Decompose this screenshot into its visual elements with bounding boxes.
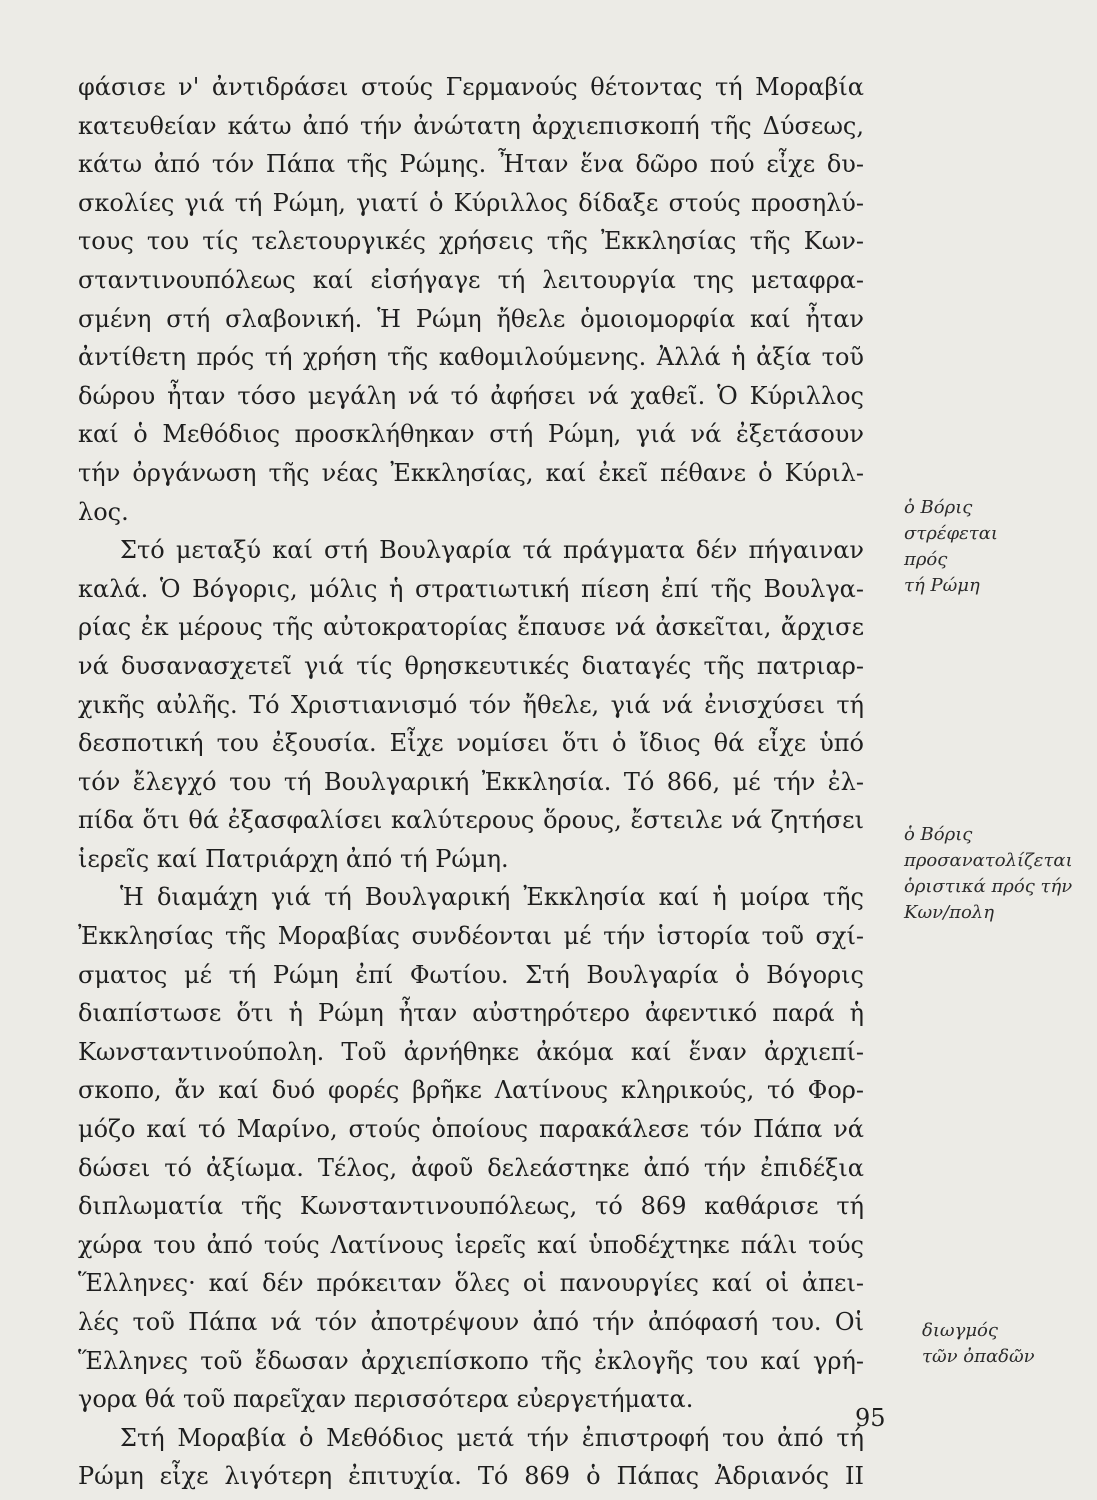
text-line: Κωνσταντινούπολη. Τοῦ ἀρνήθηκε ἀκόμα καί ἕναν ἀρχιεπί- — [78, 1037, 864, 1066]
margin-note-line: Κων/πολη — [904, 902, 994, 923]
paragraph-first-line: Στή Μοραβία ὁ Μεθόδιος μετά τήν ἐπιστροφή του ἀπό τή — [120, 1423, 864, 1452]
main-text-column — [78, 68, 864, 1496]
paragraph-first-line: Ἡ διαμάχη γιά τή Βουλγαρική Ἐκκλησία καί ἡ μοίρα τῆς — [120, 883, 864, 912]
text-line: καλά. Ὁ Βόγορις, μόλις ἡ στρατιωτική πίεση ἐπί τῆς Βουλγα- — [78, 574, 864, 603]
margin-note-line: ὁριστικά πρός τήν — [904, 876, 1073, 897]
text-line: δεσποτική του ἐξουσία. Εἶχε νομίσει ὅτι ὁ ἴδιος θά εἶχε ὑπό — [78, 729, 864, 758]
text-line: γορα θά τοῦ παρεῖχαν περισσότερα εὐεργετήματα. — [78, 1385, 694, 1414]
margin-note-line: τῶν ὀπαδῶν — [922, 1346, 1035, 1367]
text-line: λος. — [78, 497, 129, 526]
text-line: τόν ἔλεγχό του τή Βουλγαρική Ἐκκλησία. Τό 866, μέ τήν ἐλ- — [78, 767, 864, 796]
paragraph-first-line: Στό μεταξύ καί στή Βουλγαρία τά πράγματα δέν πήγαιναν — [120, 536, 864, 565]
margin-note-boris-constantinople — [904, 822, 1073, 926]
margin-note-line: στρέφεται — [904, 523, 998, 544]
margin-note-line: διωγμός — [922, 1320, 998, 1341]
text-line: κατευθείαν κάτω ἀπό τήν ἀνώτατη ἀρχιεπισκοπή τῆς Δύσεως, — [78, 111, 864, 140]
text-line: Ἐκκλησίας τῆς Μοραβίας συνδέονται μέ τήν ἱστορία τοῦ σχί- — [78, 922, 864, 951]
text-line: ἱερεῖς καί Πατριάρχη ἀπό τή Ρώμη. — [78, 844, 509, 873]
text-line: Ἕλληνες τοῦ ἔδωσαν ἀρχιεπίσκοπο τῆς ἐκλογῆς του καί γρή- — [78, 1346, 864, 1375]
text-line: δώσει τό ἀξίωμα. Τέλος, ἀφοῦ δελεάστηκε ἀπό τήν ἐπιδέξια — [78, 1153, 864, 1182]
text-line: διπλωματία τῆς Κωνσταντινουπόλεως, τό 869 καθάρισε τή — [78, 1192, 864, 1221]
margin-note-line: ὁ Βόρις — [904, 497, 973, 518]
text-line: Ἕλληνες· καί δέν πρόκειταν ὅλες οἱ πανουργίες καί οἱ ἀπει- — [78, 1269, 864, 1298]
text-line: χικῆς αὐλῆς. Τό Χριστιανισμό τόν ἤθελε, γιά νά ἐνισχύσει τή — [78, 690, 864, 719]
text-line: σματος μέ τή Ρώμη ἐπί Φωτίου. Στή Βουλγαρία ὁ Βόγορις — [78, 960, 864, 989]
text-line: διαπίστωσε ὅτι ἡ Ρώμη ἦταν αὐστηρότερο ἀφεντικό παρά ἡ — [78, 999, 864, 1028]
text-line: σταντινουπόλεως καί εἰσήγαγε τή λειτουργία της μεταφρα- — [78, 265, 864, 294]
margin-note-line: προσανατολίζεται — [904, 850, 1073, 871]
text-line: τους του τίς τελετουργικές χρήσεις τῆς Ἐκκλησίας τῆς Κων- — [78, 227, 864, 256]
text-line: νά δυσανασχετεῖ γιά τίς θρησκευτικές διαταγές τῆς πατριαρ- — [78, 651, 864, 680]
text-line: καί ὁ Μεθόδιος προσκλήθηκαν στή Ρώμη, γιά νά ἐξετάσουν — [78, 420, 864, 449]
text-line: σμένη στή σλαβονική. Ἡ Ρώμη ἤθελε ὁμοιομορφία καί ἦταν — [78, 304, 864, 333]
margin-note-boris-rome — [904, 495, 998, 599]
text-line: σκολίες γιά τή Ρώμη, γιατί ὁ Κύριλλος δίδαξε στούς προσηλύ- — [78, 188, 864, 217]
page-number: 95 — [855, 1404, 886, 1432]
text-line: φάσισε ν' ἀντιδράσει στούς Γερμανούς θέτοντας τή Μοραβία — [78, 73, 864, 101]
text-line: ἀντίθετη πρός τή χρήση τῆς καθομιλούμενης. Ἀλλά ἡ ἀξία τοῦ — [78, 343, 864, 372]
text-line: χώρα του ἀπό τούς Λατίνους ἱερεῖς καί ὑποδέχτηκε πάλι τούς — [78, 1230, 864, 1259]
text-line: μόζο καί τό Μαρίνο, στούς ὁποίους παρακάλεσε τόν Πάπα νά — [78, 1115, 864, 1144]
text-line: Ρώμη εἶχε λιγότερη ἐπιτυχία. Τό 869 ὁ Πάπας Ἀδριανός ΙΙ — [78, 1462, 864, 1491]
text-line: τήν ὀργάνωση τῆς νέας Ἐκκλησίας, καί ἐκεῖ πέθανε ὁ Κύριλ- — [78, 458, 864, 487]
text-line: κάτω ἀπό τόν Πάπα τῆς Ρώμης. Ἦταν ἕνα δῶρο πού εἶχε δυ- — [78, 150, 864, 179]
margin-note-line: ὁ Βόρις — [904, 824, 973, 845]
text-line: σκοπο, ἄν καί δυό φορές βρῆκε Λατίνους κληρικούς, τό Φορ- — [78, 1076, 864, 1105]
text-line: λές τοῦ Πάπα νά τόν ἀποτρέψουν ἀπό τήν ἀπόφασή του. Οἱ — [78, 1308, 864, 1336]
text-line: πίδα ὅτι θά ἐξασφαλίσει καλύτερους ὅρους, ἔστειλε νά ζητήσει — [78, 806, 864, 835]
margin-note-persecution — [922, 1318, 1035, 1370]
text-line: δώρου ἦταν τόσο μεγάλη νά τό ἀφήσει νά χαθεῖ. Ὁ Κύριλλος — [78, 381, 864, 410]
margin-note-line: τή Ρώμη — [904, 575, 980, 596]
text-line: ρίας ἐκ μέρους τῆς αὐτοκρατορίας ἔπαυσε νά ἀσκεῖται, ἄρχισε — [78, 613, 864, 642]
margin-note-line: πρός — [904, 549, 948, 570]
